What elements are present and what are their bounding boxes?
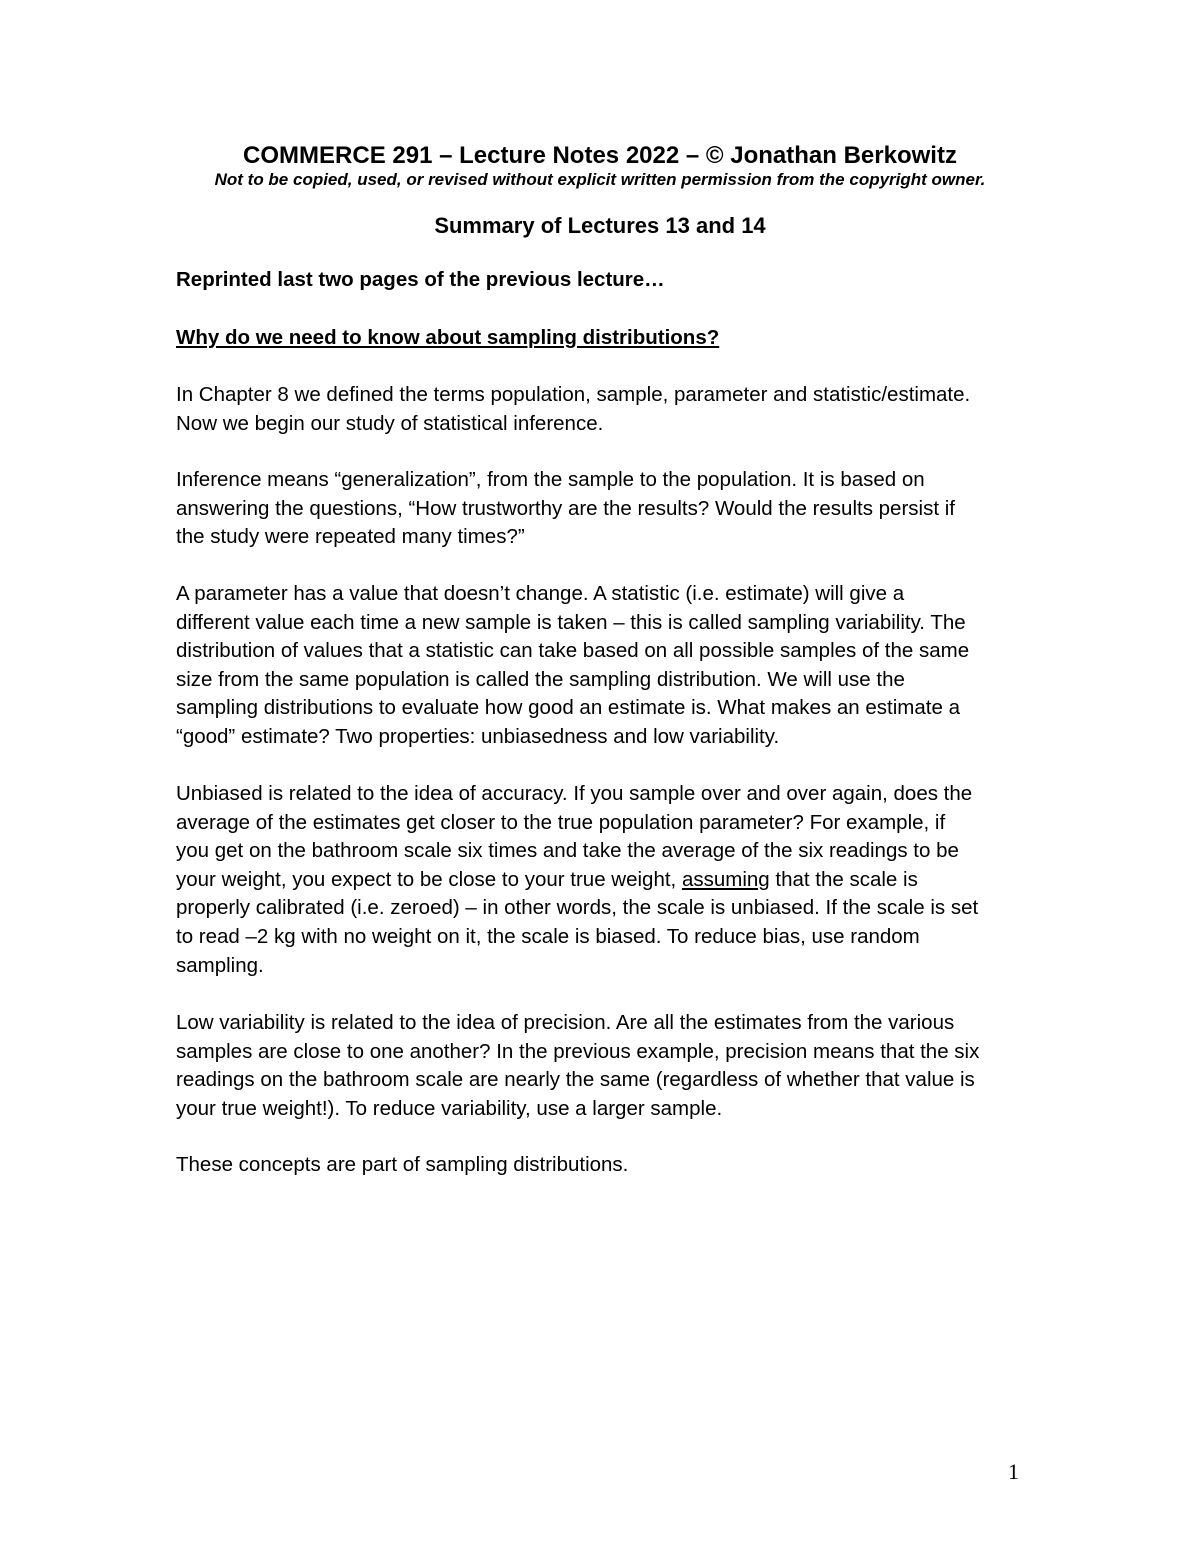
reprinted-note: Reprinted last two pages of the previous lecture… [176, 268, 665, 291]
paragraph-line: A parameter has a value that doesn’t change. A statistic (i.e. estimate) will give a [176, 582, 905, 605]
summary-title: Summary of Lectures 13 and 14 [434, 213, 766, 238]
paragraph-chapter-8 [176, 381, 1036, 438]
paragraph-line: to read –2 kg with no weight on it, the scale is biased. To reduce bias, use random [176, 924, 920, 948]
paragraph-line: the study were repeated many times?” [176, 525, 525, 549]
paragraph-parameter-statistic [176, 580, 1036, 752]
course-header-title: COMMERCE 291 – Lecture Notes 2022 – © Jonathan Berkowitz [243, 142, 957, 169]
paragraph-line: samples are close to one another? In the previous example, precision means that the six [176, 1039, 980, 1063]
paragraph-line: In Chapter 8 we defined the terms population, sample, parameter and statistic/estimate. [176, 383, 971, 406]
copyright-notice: Not to be copied, used, or revised without explicit written permission from the copyright owner. [214, 170, 986, 189]
section-heading: Why do we need to know about sampling distributions? [176, 326, 720, 349]
paragraph-line [176, 866, 1036, 895]
paragraph-conclusion [176, 1151, 1036, 1180]
paragraph-line: readings on the bathroom scale are nearly the same (regardless of whether that value is [176, 1068, 975, 1092]
paragraph-line: answering the questions, “How trustworthy are the results? Would the results persist if [176, 496, 955, 520]
paragraph-line: your true weight!). To reduce variability, use a larger sample. [176, 1096, 723, 1120]
paragraph-line: average of the estimates get closer to the true population parameter? For example, if [176, 810, 946, 834]
paragraph-line: you get on the bathroom scale six times and take the average of the six readings to be [176, 839, 959, 863]
paragraph-line: size from the same population is called the sampling distribution. We will use the [176, 667, 905, 691]
paragraph-line: Low variability is related to the idea of precision. Are all the estimates from the various [176, 1011, 955, 1034]
paragraph-line: Now we begin our study of statistical inference. [176, 411, 604, 435]
page-number: 1 [1008, 1459, 1019, 1484]
line-text: that the scale is [769, 867, 918, 891]
paragraph-line: sampling. [176, 953, 264, 977]
paragraph-line: Unbiased is related to the idea of accuracy. If you sample over and over again, does the [176, 782, 973, 805]
paragraph-line: sampling distributions to evaluate how good an estimate is. What makes an estimate a [176, 696, 960, 720]
paragraph-line: properly calibrated (i.e. zeroed) – in other words, the scale is unbiased. If the scale is set [176, 896, 979, 920]
paragraph-inference [176, 466, 1036, 552]
line-text: your weight, you expect to be close to your true weight, [176, 867, 682, 891]
emphasized-word: assuming [681, 867, 770, 891]
paragraph-line: distribution of values that a statistic can take based on all possible samples of the same [176, 639, 970, 663]
paragraph-line: Inference means “generalization”, from the sample to the population. It is based on [176, 468, 925, 491]
paragraph-line: These concepts are part of sampling distributions. [176, 1153, 629, 1176]
paragraph-low-variability [176, 1009, 1036, 1123]
paragraph-unbiased [176, 780, 1036, 980]
paragraph-line: “good” estimate? Two properties: unbiasedness and low variability. [176, 724, 780, 748]
paragraph-line: different value each time a new sample is taken – this is called sampling variability. The [176, 610, 966, 634]
